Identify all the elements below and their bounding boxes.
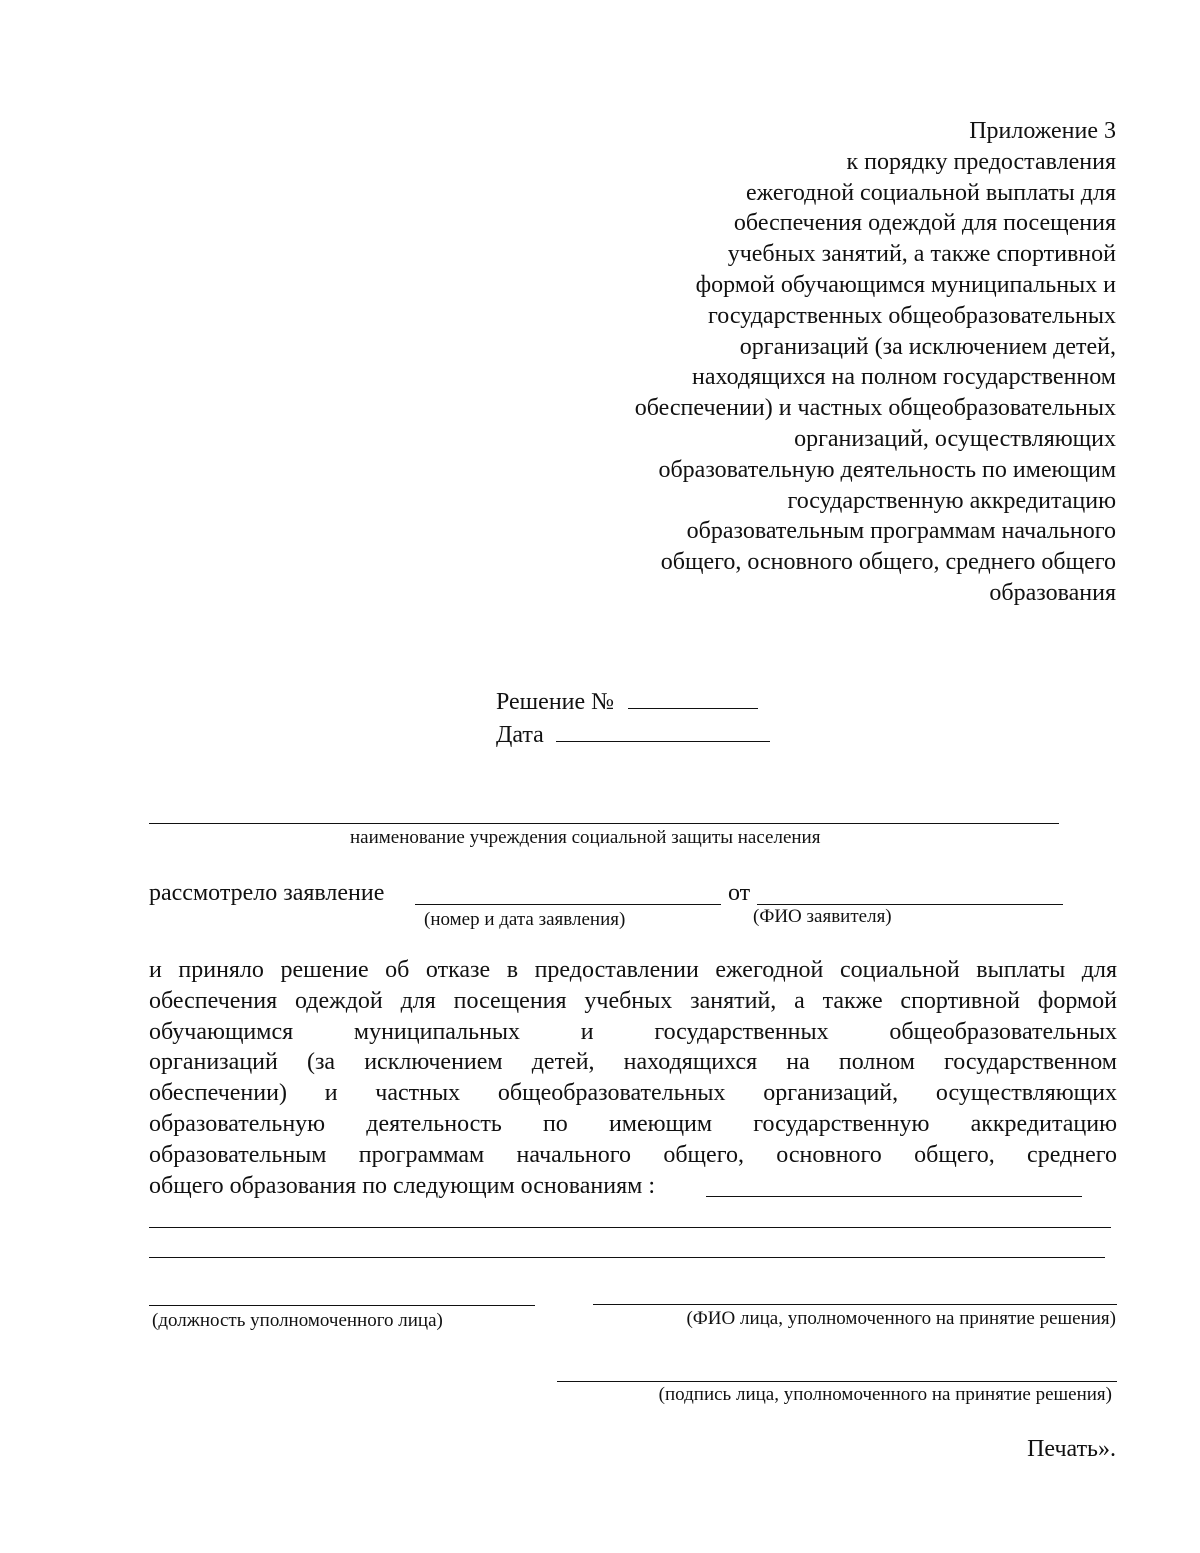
position-field[interactable] [149, 1305, 535, 1306]
decision-number-label: Решение № [496, 689, 615, 715]
grounds-label: общего образования по следующим основаниям : [149, 1172, 655, 1199]
appendix-line: обеспечении) и частных общеобразовательных [634, 395, 1116, 422]
paragraph-line: образовательным программам начального общего, основного общего, среднего [149, 1141, 1117, 1168]
appendix-line: к порядку предоставления [846, 148, 1116, 175]
decision-date-label: Дата [496, 722, 544, 748]
paragraph-line: обеспечении) и частных общеобразовательных организаций, осуществляющих [149, 1080, 1117, 1107]
appendix-line: государственную аккредитацию [787, 487, 1116, 514]
paragraph-line: организаций (за исключением детей, находящихся на полном государственном [149, 1049, 1117, 1076]
from-label: от [728, 880, 751, 906]
name-field[interactable] [593, 1304, 1117, 1305]
paragraph-line: обучающимся муниципальных и государственных общеобразовательных [149, 1018, 1117, 1045]
paragraph-line: обеспечения одеждой для посещения учебных занятий, а также спортивной формой [149, 987, 1117, 1014]
stamp-label: Печать». [1027, 1436, 1116, 1462]
paragraph-line: образовательную деятельность по имеющим государственную аккредитацию [149, 1110, 1117, 1137]
applicant-caption: (ФИО заявителя) [753, 906, 892, 927]
appendix-line: ежегодной социальной выплаты для [746, 179, 1116, 206]
appendix-line: организаций, осуществляющих [794, 425, 1116, 452]
decision-number-field[interactable] [628, 688, 758, 709]
institution-name-field[interactable] [149, 823, 1059, 824]
decision-block [496, 686, 770, 752]
paragraph-line: и приняло решение об отказе в предоставлении ежегодной социальной выплаты для [149, 957, 1117, 983]
appendix-line: находящихся на полном государственном [692, 364, 1116, 391]
appendix-line: организаций (за исключением детей, [739, 333, 1116, 360]
signature-field[interactable] [557, 1381, 1117, 1382]
grounds-field-line-2[interactable] [149, 1227, 1111, 1228]
grounds-field[interactable] [706, 1196, 1082, 1197]
appendix-line: образовательную деятельность по имеющим [658, 456, 1116, 483]
institution-caption: наименование учреждения социальной защиты населения [350, 827, 821, 848]
decision-date-row [496, 719, 770, 752]
appendix-line: образовательным программам начального [686, 518, 1116, 545]
appendix-line: учебных занятий, а также спортивной [727, 241, 1116, 268]
decision-paragraph [149, 955, 1117, 1201]
appendix-line: государственных общеобразовательных [708, 302, 1116, 329]
appendix-line: формой обучающимся муниципальных и [695, 271, 1116, 298]
decision-date-field[interactable] [556, 721, 770, 742]
appendix-line: образования [989, 579, 1116, 606]
signature-caption: (подпись лица, уполномоченного на принятие решения) [658, 1384, 1112, 1405]
position-caption: (должность уполномоченного лица) [152, 1310, 443, 1331]
application-field[interactable] [415, 904, 721, 905]
name-caption: (ФИО лица, уполномоченного на принятие решения) [686, 1308, 1116, 1329]
grounds-field-line-3[interactable] [149, 1257, 1105, 1258]
appendix-line: общего, основного общего, среднего общего [660, 549, 1116, 576]
applicant-field[interactable] [757, 904, 1063, 905]
appendix-title: Приложение 3 [969, 118, 1116, 144]
decision-number-row [496, 686, 770, 719]
application-caption: (номер и дата заявления) [424, 909, 626, 930]
considered-label: рассмотрело заявление [149, 880, 385, 906]
appendix-header [496, 116, 1116, 609]
appendix-line: обеспечения одеждой для посещения [733, 210, 1116, 237]
